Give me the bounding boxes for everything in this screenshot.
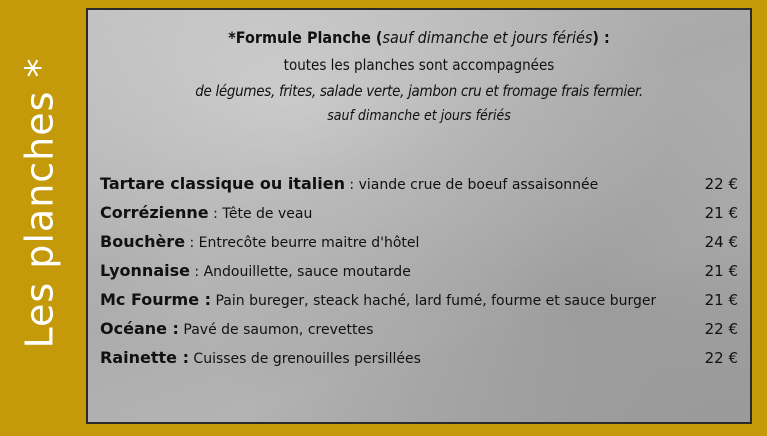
item-name: Rainette : bbox=[100, 348, 189, 367]
item-desc: Entrecôte beurre maitre d'hôtel bbox=[198, 235, 420, 251]
menu-item bbox=[100, 290, 738, 319]
item-name: Tartare classique ou italien bbox=[100, 174, 345, 193]
item-desc: Pavé de saumon, crevettes bbox=[183, 322, 374, 338]
item-name: Mc Fourme : bbox=[100, 290, 212, 309]
side-title-text: Les planches * bbox=[18, 56, 63, 349]
formula-line-sides: de légumes, frites, salade verte, jambon cru et fromage frais fermier. bbox=[195, 82, 643, 100]
item-name: Corrézienne bbox=[100, 203, 209, 222]
menu-item bbox=[100, 348, 738, 377]
item-price: 22 € bbox=[704, 320, 738, 338]
formula-line-accompaniment: toutes les planches sont accompagnées bbox=[283, 56, 555, 74]
item-price: 24 € bbox=[704, 233, 738, 251]
formula-intro bbox=[88, 10, 750, 128]
menu-item: Corrézienne : Tête de veau 21 € bbox=[100, 203, 738, 222]
item-price: 21 € bbox=[704, 204, 738, 222]
menu-item bbox=[100, 319, 738, 348]
item-name: Océane : bbox=[100, 319, 179, 338]
item-price: 22 € bbox=[704, 175, 738, 193]
formula-title: *Formule Planche (sauf dimanche et jours fériés) : bbox=[228, 28, 610, 47]
menu-item: Lyonnaise : Andouillette, sauce moutarde 21 € bbox=[100, 261, 738, 280]
item-price: 22 € bbox=[704, 349, 738, 367]
menu-item: Tartare classique ou italien : viande crue de boeuf assaisonnée 22 € bbox=[100, 174, 738, 193]
menu-item: Bouchère : Entrecôte beurre maitre d'hôtel 24 € bbox=[100, 232, 738, 251]
item-desc: viande crue de boeuf assaisonnée bbox=[358, 177, 599, 193]
planche-list bbox=[100, 174, 738, 377]
item-desc: Andouillette, sauce moutarde bbox=[203, 264, 411, 280]
item-price: 21 € bbox=[704, 291, 738, 309]
item-name: Lyonnaise bbox=[100, 261, 190, 280]
item-price: 21 € bbox=[704, 262, 738, 280]
item-desc: Pain bureger, steack haché, lard fumé, fourme et sauce burger bbox=[215, 293, 657, 309]
item-desc: Tête de veau bbox=[222, 206, 313, 222]
side-title bbox=[10, 30, 70, 375]
menu-board bbox=[86, 8, 752, 424]
item-name: Bouchère bbox=[100, 232, 186, 251]
formula-title-italic: sauf dimanche et jours fériés bbox=[382, 28, 593, 47]
formula-line-exception: sauf dimanche et jours fériés bbox=[327, 108, 511, 124]
item-desc: Cuisses de grenouilles persillées bbox=[193, 351, 421, 367]
